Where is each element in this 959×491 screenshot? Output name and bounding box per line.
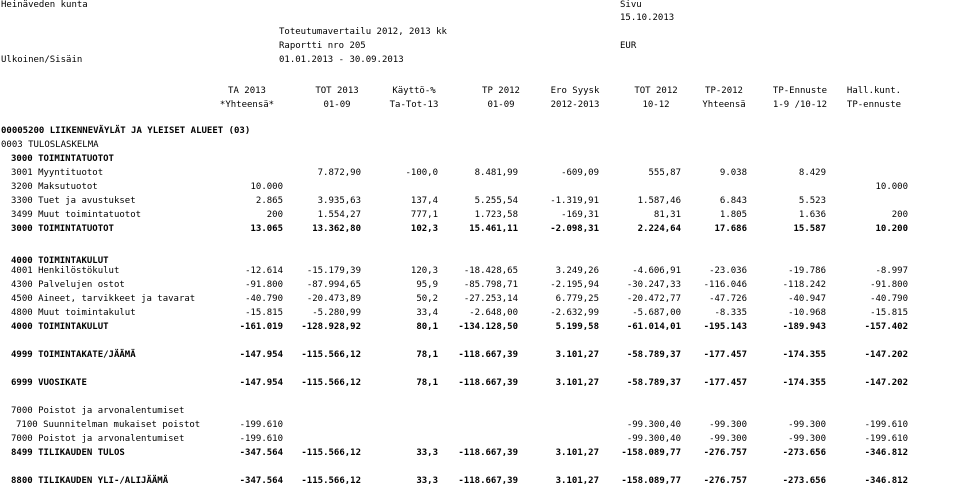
row-value-col9: 200: [891, 210, 908, 220]
row-value-col1: -199.610: [239, 434, 283, 444]
row-value-col4: 1.723,58: [474, 210, 518, 220]
row-value-col2: 7.872,90: [317, 168, 361, 178]
row-value-col1: -40.790: [245, 294, 283, 304]
row-value-col6: -158.089,77: [621, 476, 681, 486]
row-value-col6: -61.014,01: [626, 322, 681, 332]
row-value-col6: -99.300,40: [626, 420, 681, 430]
row-value-col9: 10.200: [875, 224, 908, 234]
row-value-col5: 6.779,25: [555, 294, 599, 304]
row-value-col2: -5.280,99: [312, 308, 361, 318]
row-value-col1: 10.000: [250, 182, 283, 192]
column-header-3-line1: Käyttö-%: [392, 86, 436, 96]
row-value-col7: 6.843: [719, 196, 747, 206]
report-number: Raportti nro 205: [279, 41, 366, 51]
column-header-2-line2: 01-09: [323, 100, 351, 110]
row-label: 7000 Poistot ja arvonalentumiset: [11, 406, 185, 416]
row-value-col8: -118.242: [782, 280, 826, 290]
column-header-5-line1: Ero Syysk: [550, 86, 600, 96]
row-value-col7: -177.457: [703, 378, 747, 388]
report-title: Toteutumavertailu 2012, 2013 kk: [279, 27, 447, 37]
row-value-col6: 81,31: [653, 210, 681, 220]
row-value-col9: -346.812: [864, 448, 908, 458]
report-period: 01.01.2013 - 30.09.2013: [279, 55, 404, 65]
row-label: 7100 Suunnitelman mukaiset poistot: [16, 420, 201, 430]
row-value-col4: -118.667,39: [458, 378, 518, 388]
row-value-col6: -20.472,77: [626, 294, 681, 304]
row-label: 4800 Muut toimintakulut: [11, 308, 136, 318]
group-heading-expenses: 4000 TOIMINTAKULUT: [11, 256, 109, 266]
row-value-col5: -2.098,31: [550, 224, 599, 234]
column-header-4-line1: TP 2012: [482, 86, 520, 96]
row-value-col1: -161.019: [239, 322, 283, 332]
row-value-col4: -118.667,39: [458, 476, 518, 486]
row-label: 3499 Muut toimintatuotot: [11, 210, 142, 220]
row-value-col1: 200: [266, 210, 283, 220]
row-value-col2: -115.566,12: [301, 448, 361, 458]
row-value-col8: 8.429: [798, 168, 826, 178]
row-value-col9: -346.812: [864, 476, 908, 486]
row-value-col8: -19.786: [788, 266, 826, 276]
row-value-col1: -147.954: [239, 350, 283, 360]
row-value-col8: -189.943: [782, 322, 826, 332]
row-value-col6: -99.300,40: [626, 434, 681, 444]
row-label: 6999 VUOSIKATE: [11, 378, 87, 388]
report-date: 15.10.2013: [620, 13, 675, 23]
row-label: 4300 Palvelujen ostot: [11, 280, 125, 290]
currency: EUR: [620, 41, 637, 51]
column-header-9-line1: Hall.kunt.: [846, 86, 902, 96]
row-value-col2: -87.994,65: [306, 280, 361, 290]
row-value-col4: -134.128,50: [458, 322, 518, 332]
row-value-col3: 120,3: [410, 266, 438, 276]
column-header-9-line2: TP-ennuste: [846, 100, 902, 110]
column-header-6-line2: 10-12: [642, 100, 670, 110]
row-value-col6: -4.606,91: [632, 266, 681, 276]
column-header-5-line2: 2012-2013: [550, 100, 600, 110]
row-value-col2: -115.566,12: [301, 476, 361, 486]
row-value-col3: 33,3: [416, 448, 438, 458]
row-value-col7: -99.300: [709, 434, 747, 444]
row-value-col5: 3.101,27: [555, 378, 599, 388]
row-value-col6: -158.089,77: [621, 448, 681, 458]
row-value-col6: 555,87: [648, 168, 681, 178]
row-value-col8: -174.355: [782, 350, 826, 360]
page-label: Sivu: [620, 0, 642, 10]
column-header-7-line1: TP-2012: [705, 86, 743, 96]
row-value-col4: -118.667,39: [458, 350, 518, 360]
row-label: 4001 Henkilöstökulut: [11, 266, 120, 276]
row-value-col6: -5.687,00: [632, 308, 681, 318]
row-value-col4: 15.461,11: [469, 224, 518, 234]
row-label: 8800 TILIKAUDEN YLI-/ALIJÄÄMÄ: [11, 476, 169, 486]
row-value-col1: 2.865: [255, 196, 283, 206]
row-value-col5: 3.249,26: [555, 266, 599, 276]
column-header-7-line2: Yhteensä: [702, 100, 746, 110]
row-value-col2: -115.566,12: [301, 350, 361, 360]
row-value-col1: -347.564: [239, 448, 283, 458]
row-value-col2: 13.362,80: [312, 224, 361, 234]
row-value-col1: 13.065: [250, 224, 283, 234]
group-heading-revenue: 3000 TOIMINTATUOTOT: [11, 154, 114, 164]
row-value-col3: 33,4: [416, 308, 438, 318]
row-label: 3200 Maksutuotot: [11, 182, 98, 192]
row-value-col7: -177.457: [703, 350, 747, 360]
row-value-col9: -147.202: [864, 350, 908, 360]
row-value-col8: -174.355: [782, 378, 826, 388]
row-value-col8: 15.587: [793, 224, 826, 234]
row-value-col7: -116.046: [703, 280, 747, 290]
row-label: 3001 Myyntituotot: [11, 168, 104, 178]
row-value-col1: -91.800: [245, 280, 283, 290]
row-value-col7: -47.726: [709, 294, 747, 304]
row-value-col1: -347.564: [239, 476, 283, 486]
column-header-1-line2: *Yhteensä*: [219, 100, 275, 110]
column-header-4-line2: 01-09: [487, 100, 515, 110]
row-value-col5: 5.199,58: [555, 322, 599, 332]
row-value-col3: 80,1: [416, 322, 438, 332]
row-label: 3300 Tuet ja avustukset: [11, 196, 136, 206]
row-value-col9: 10.000: [875, 182, 908, 192]
row-value-col6: -58.789,37: [626, 378, 681, 388]
row-value-col5: 3.101,27: [555, 350, 599, 360]
row-value-col5: -2.632,99: [550, 308, 599, 318]
row-value-col1: -15.815: [245, 308, 283, 318]
row-value-col8: -40.947: [788, 294, 826, 304]
row-value-col6: -30.247,33: [626, 280, 681, 290]
row-value-col1: -12.614: [245, 266, 283, 276]
row-value-col9: -157.402: [864, 322, 908, 332]
row-value-col3: 78,1: [416, 350, 438, 360]
row-value-col7: -23.036: [709, 266, 747, 276]
row-label: 3000 TOIMINTATUOTOT: [11, 224, 114, 234]
row-value-col4: -27.253,14: [463, 294, 518, 304]
row-value-col2: -115.566,12: [301, 378, 361, 388]
row-value-col9: -147.202: [864, 378, 908, 388]
row-value-col8: -99.300: [788, 434, 826, 444]
row-value-col5: -2.195,94: [550, 280, 599, 290]
row-value-col5: -169,31: [561, 210, 599, 220]
row-value-col1: -147.954: [239, 378, 283, 388]
row-value-col5: -609,09: [561, 168, 599, 178]
row-value-col8: -273.656: [782, 448, 826, 458]
row-value-col3: 137,4: [410, 196, 438, 206]
org-unit-heading: 00005200 LIIKENNEVÄYLÄT JA YLEISET ALUEET (03): [1, 126, 251, 136]
row-value-col6: 2.224,64: [637, 224, 681, 234]
row-value-col7: -8.335: [714, 308, 747, 318]
row-value-col2: -128.928,92: [301, 322, 361, 332]
column-header-8-line2: 1-9 /10-12: [772, 100, 828, 110]
row-value-col8: 1.636: [798, 210, 826, 220]
row-value-col9: -91.800: [870, 280, 908, 290]
row-value-col8: -99.300: [788, 420, 826, 430]
row-value-col4: -18.428,65: [463, 266, 518, 276]
row-label: 4000 TOIMINTAKULUT: [11, 322, 109, 332]
column-header-2-line1: TOT 2013: [315, 86, 359, 96]
row-value-col6: -58.789,37: [626, 350, 681, 360]
row-value-col3: 95,9: [416, 280, 438, 290]
row-value-col5: 3.101,27: [555, 448, 599, 458]
row-value-col7: -195.143: [703, 322, 747, 332]
row-value-col4: -85.798,71: [463, 280, 518, 290]
row-value-col9: -15.815: [870, 308, 908, 318]
row-value-col1: -199.610: [239, 420, 283, 430]
company-name: Heinäveden kunta: [1, 0, 88, 10]
row-value-col3: 50,2: [416, 294, 438, 304]
row-label: 8499 TILIKAUDEN TULOS: [11, 448, 125, 458]
row-value-col7: 9.038: [719, 168, 747, 178]
row-value-col9: -40.790: [870, 294, 908, 304]
row-value-col9: -8.997: [875, 266, 908, 276]
row-value-col2: 3.935,63: [317, 196, 361, 206]
row-value-col3: 102,3: [410, 224, 438, 234]
row-value-col2: -15.179,39: [306, 266, 361, 276]
row-value-col9: -199.610: [864, 420, 908, 430]
row-value-col5: -1.319,91: [550, 196, 599, 206]
column-header-8-line1: TP-Ennuste: [772, 86, 828, 96]
row-value-col7: 1.805: [719, 210, 747, 220]
row-label: 7000 Poistot ja arvonalentumiset: [11, 434, 185, 444]
row-value-col2: -20.473,89: [306, 294, 361, 304]
report-scope: Ulkoinen/Sisäin: [1, 55, 83, 65]
row-value-col3: -100,0: [405, 168, 438, 178]
row-value-col9: -199.610: [864, 434, 908, 444]
calculation-heading: 0003 TULOSLASKELMA: [1, 140, 99, 150]
row-value-col7: -276.757: [703, 476, 747, 486]
row-value-col4: -118.667,39: [458, 448, 518, 458]
row-value-col8: -10.968: [788, 308, 826, 318]
row-value-col4: 5.255,54: [474, 196, 518, 206]
row-value-col2: 1.554,27: [317, 210, 361, 220]
row-value-col8: -273.656: [782, 476, 826, 486]
row-value-col3: 33,3: [416, 476, 438, 486]
column-header-1-line1: TA 2013: [228, 86, 266, 96]
row-value-col8: 5.523: [798, 196, 826, 206]
column-header-3-line2: Ta-Tot-13: [389, 100, 439, 110]
row-value-col3: 78,1: [416, 378, 438, 388]
row-label: 4999 TOIMINTAKATE/JÄÄMÄ: [11, 350, 136, 360]
row-value-col3: 777,1: [410, 210, 438, 220]
row-value-col6: 1.587,46: [637, 196, 681, 206]
row-value-col5: 3.101,27: [555, 476, 599, 486]
row-value-col7: -99.300: [709, 420, 747, 430]
row-value-col7: 17.686: [714, 224, 747, 234]
column-header-6-line1: TOT 2012: [634, 86, 678, 96]
row-value-col7: -276.757: [703, 448, 747, 458]
row-value-col4: 8.481,99: [474, 168, 518, 178]
row-value-col4: -2.648,00: [469, 308, 518, 318]
row-label: 4500 Aineet, tarvikkeet ja tavarat: [11, 294, 196, 304]
